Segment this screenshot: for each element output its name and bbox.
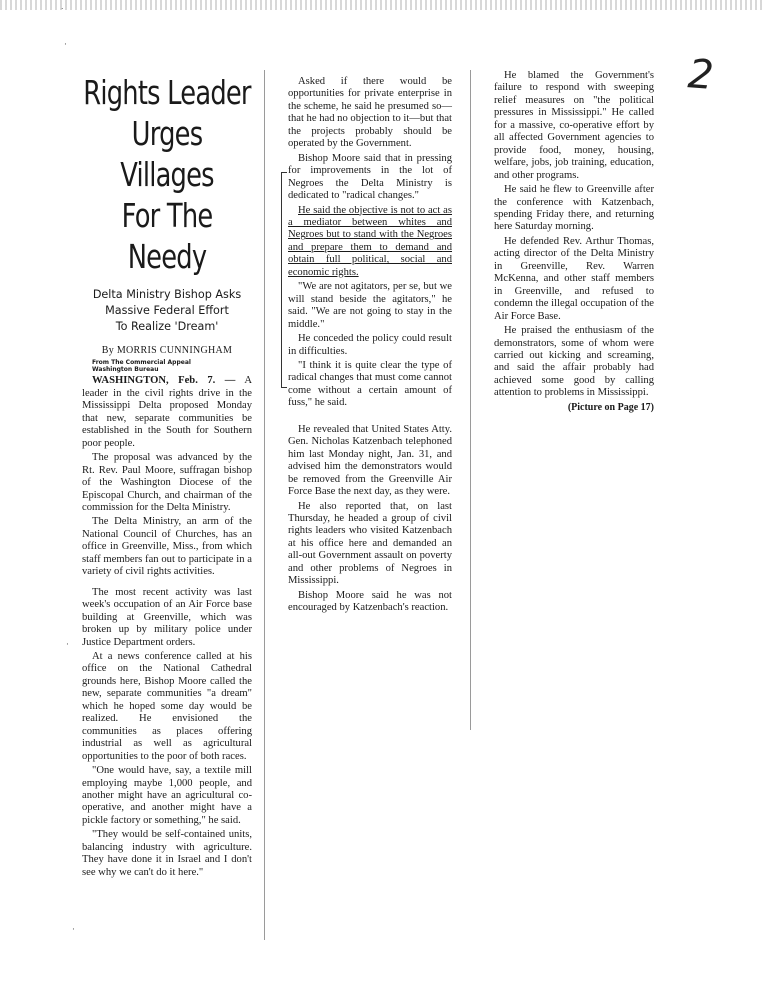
headline [82, 72, 252, 277]
scan-speck: · [66, 640, 69, 650]
credit-line: From The Commercial Appeal [92, 359, 191, 367]
article-column-3 [494, 70, 654, 414]
paragraph: The proposal was advanced by the Rt. Rev. Paul Moore, suffragan bishop of the Washington Diocese of the Episcopal Church, and chairman of the commission for the Delta Ministry. [82, 452, 252, 513]
paragraph: He conceded the policy could result in difficulties. [288, 333, 452, 357]
paragraph: He praised the enthusiasm of the demonstrators, some of whom were carried out kicking and screaming, and said the affair probably had achieved some good by calling attention to problems in Mississippi. [494, 325, 654, 399]
picture-reference: (Picture on Page 17) [567, 401, 654, 413]
paragraph: He blamed the Government's failure to respond with sweeping relief measures on "the political pressures in Mississippi." He called for a massive, co-operative effort by all affected Government agencies to provide food, money, housing, welfare, jobs, job training, education, and other programs. [494, 70, 654, 181]
paragraph-text: A leader in the civil rights drive in the Mississippi Delta proposed Monday that new, separate communities be established in the South for Southern poor people. [82, 375, 252, 449]
paragraph: Bishop Moore said that in pressing for improvements in the lot of Negroes the Delta Ministry is dedicated to "radical changes." [288, 152, 452, 202]
paragraph: At a news conference called at his office on the National Cathedral grounds here, Bishop Moore called the new, separate communities "a dream" which he hoped some day would be realized. He envisioned the communities as places offering industrial as well as agricultural opportunities to the poor of both races. [82, 650, 252, 762]
underlined-paragraph: He said the objective is not to act as a mediator between whites and Negroes but to stand with the Negroes and prepare them to demand and obtain full political, social and economic rights. [288, 204, 452, 278]
article-column-1 [82, 68, 252, 881]
lead-paragraph [82, 375, 252, 450]
paragraph: "They would be self-contained units, balancing industry with agriculture. They have done it in Israel and I don't see why we can't do it here." [82, 829, 252, 878]
headline-line: For The Needy [121, 196, 213, 276]
column-rule [470, 70, 471, 730]
subheadline [82, 287, 252, 335]
column-rule [264, 70, 265, 940]
subhead-line: Massive Federal Effort [105, 304, 229, 317]
paragraph: He defended Rev. Arthur Thomas, acting director of the Delta Ministry in Greenville, Rev. Warren McKenna, and other staff members in Greenville, and refused to condemn the illegal occupation of the Air Force Base. [494, 235, 654, 322]
paragraph: "We are not agitators, per se, but we will stand beside the agitators," he said. "We are not going to stay in the middle." [288, 281, 452, 330]
subhead-line: To Realize 'Dream' [115, 320, 219, 333]
paragraph: He revealed that United States Atty. Gen. Nicholas Katzenbach telephoned him last Monday night, Jan. 31, and advised him the demonstrators would be removed from the Greenville Air Force Base the next day, as they were. [288, 423, 452, 498]
paragraph: "I think it is quite clear the type of radical changes that must come cannot come without a certain amount of fuss," he said. [288, 359, 452, 409]
paragraph: He said he flew to Greenville after the conference with Katzenbach, spending Friday there, and returning here Saturday morning. [494, 184, 654, 233]
source-credit [92, 359, 252, 373]
scan-speck: ˙ [60, 8, 65, 18]
scan-speck: · [64, 40, 67, 50]
article-column-2 [288, 76, 452, 617]
paragraph: Bishop Moore said he was not encouraged by Katzenbach's reaction. [288, 589, 452, 614]
scan-edge [0, 0, 763, 10]
headline-line: Urges Villages [120, 114, 214, 194]
credit-line: Washington Bureau [92, 366, 159, 374]
paragraph: The Delta Ministry, an arm of the National Council of Churches, has an office in Greenville, Miss., from which staff members fan out to participate in a variety of civil rights activities. [82, 516, 252, 578]
handwritten-page-number: 2 [686, 51, 716, 99]
margin-bracket-mark [281, 172, 287, 388]
paragraph: Asked if there would be opportunities for private enterprise in the scheme, he said he presumed so—that he had no objection to it—but that the projects probably should be operated by the Government. [288, 76, 452, 150]
subhead-line: Delta Ministry Bishop Asks [92, 288, 242, 301]
scan-speck: · [72, 925, 75, 935]
paragraph: The most recent activity was last week's occupation of an Air Force base building at Greenville, which was broken up by military police under Justice Department orders. [82, 586, 252, 648]
paragraph: He also reported that, on last Thursday, he headed a group of civil rights leaders who visited Katzenbach at his office here and demanded an all-out Government assault on poverty and other problems of Negroes in Mississippi. [288, 500, 452, 587]
dateline: WASHINGTON, Feb. 7. — [92, 375, 236, 387]
paragraph: "One would have, say, a textile mill employing maybe 1,000 people, and another might have an agricultural co-operative, and another might have a pickle factory or something," he said. [82, 765, 252, 826]
headline-line: Rights Leader [83, 73, 251, 112]
byline: By MORRIS CUNNINGHAM [101, 345, 233, 356]
